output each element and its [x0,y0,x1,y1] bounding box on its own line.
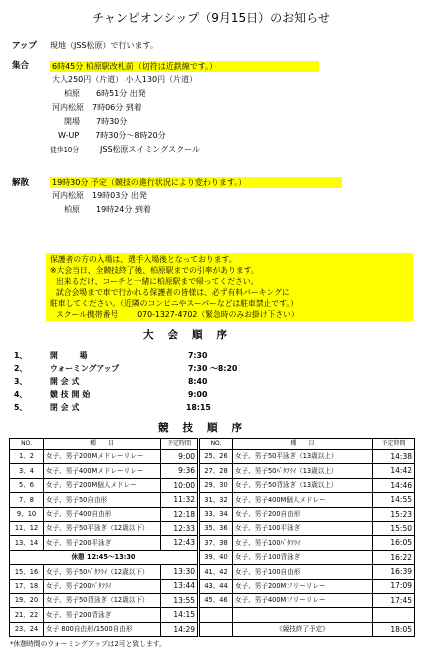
schedule-no-1: 1、 [14,351,28,360]
notice-line-1: 保護者の方の入場は、選手入場後となっております。 [50,255,237,264]
table-row [10,536,415,550]
dismiss-time: 19時30分 予定（競技の進行状況により変わります。） [50,177,342,188]
event-name: 女子、男子50自由形 [44,493,161,507]
event-time: 16:39 [373,565,415,579]
event-name: 女子、男子50平泳ぎ（13歳以上） [233,450,373,464]
header-time-right: 予定時間 [373,439,415,450]
event-name: 女子、男子200平泳ぎ [44,536,161,550]
page-title: チャンピオンシップ（9月15日）のお知らせ [92,11,330,25]
event-no: 5、6 [10,478,44,492]
meet-warmup: W-UP 7時30分～8時20分 [58,131,166,140]
dismiss-depart: 河内松原 19時03分 出発 [52,191,147,200]
notice-box [46,253,413,321]
event-name: 《競技終了予定》 [233,622,373,636]
schedule-name-2: ウォーミングアップ [50,364,120,373]
event-name: 女子、男子50背泳ぎ（12歳以下） [44,593,161,607]
event-name: 女子、男子50ﾊﾞﾀﾌﾗｲ（12歳以下） [44,565,161,579]
event-name: 女子 800自由形/1500自由形 [44,622,161,636]
meet-time: 6時45分 柏原駅改札前（切符は近鉄線です。） [50,61,319,72]
event-name: 女子、男子100自由形 [233,565,373,579]
event-time: 12:43 [161,536,199,550]
header-no-left: NO. [10,439,44,450]
event-time: 14:29 [161,622,199,636]
event-no: 33、34 [199,507,233,521]
event-time: 9:36 [161,464,199,478]
meet-walk: 徒歩10分 [50,146,80,154]
event-name: 女子、男子200自由形 [233,507,373,521]
program-table [9,438,415,637]
event-no: 29、30 [199,478,233,492]
event-time: 14:55 [373,493,415,507]
event-name: 女子、男子200M個人メドレー [44,478,161,492]
meet-arrive: 河内松原 7時06分 到着 [52,103,142,112]
event-name: 女子、男子200Mフリーリレー [233,579,373,593]
event-no: 27、28 [199,464,233,478]
event-time: 14:42 [373,464,415,478]
schedule-name-3: 開会式 [50,377,83,386]
meet-open: 開場 7時30分 [64,117,128,126]
event-name: 女子、男子200Mメドレーリレー [44,450,161,464]
schedule-time-4: 9:00 [188,390,208,399]
event-name: 女子、男子400Mメドレーリレー [44,464,161,478]
schedule-no-5: 5、 [14,403,28,412]
meet-depart: 柏原 6時51分 出発 [64,89,146,98]
event-name: 女子、男子50ﾊﾞﾀﾌﾗｲ（13歳以上） [233,464,373,478]
table-row [10,565,415,579]
event-time: 16:05 [373,536,415,550]
header-event-right: 種 目 [233,439,373,450]
event-name: 女子、男子100平泳ぎ [233,521,373,535]
event-no: 1、2 [10,450,44,464]
header-event-left: 種 目 [44,439,161,450]
dismiss-label: 解散 [12,178,30,188]
event-time: 12:18 [161,507,199,521]
table-row [10,493,415,507]
schedule-name-1: 開 場 [50,351,95,360]
table-row [10,464,415,478]
event-no: 45、46 [199,593,233,607]
schedule-no-3: 3、 [14,377,28,386]
schedule-no-4: 4、 [14,390,28,399]
event-name: 女子、男子200ﾊﾞﾀﾌﾗｲ [44,579,161,593]
event-name: 女子、男子50背泳ぎ（13歳以上） [233,478,373,492]
program-heading: 競技順序 [158,422,256,434]
notice-line-3: 出来るだけ、コーチと一緒に柏原駅まで帰ってください。 [56,277,259,286]
schedule-name-5: 閉会式 [50,403,83,412]
event-no: 15、16 [10,565,44,579]
event-time: 11:32 [161,493,199,507]
event-no: 9、10 [10,507,44,521]
table-row [10,579,415,593]
event-time: 14:15 [161,608,199,622]
program-table-body [10,439,415,637]
event-time: 15:23 [373,507,415,521]
notice-line-5: 駐車してください。（近隣のコンビニやスーパーなどは駐車禁止です。） [50,299,299,308]
up-text: 現地（JSS松原）で行います。 [50,41,158,50]
notice-line-6 [56,311,299,319]
meet-label: 集合 [12,61,30,71]
event-name: 女子、男子400Mフリーリレー [233,593,373,607]
dismiss-arrive: 柏原 19時24分 到着 [64,205,151,214]
event-no: 13、14 [10,536,44,550]
event-name: 女子、男子200背泳ぎ [44,608,161,622]
schedule-time-3: 8:40 [188,377,208,386]
table-row [10,507,415,521]
event-time [373,608,415,622]
event-no: 35、36 [199,521,233,535]
event-time: 17:45 [373,593,415,607]
event-name: 女子、男子400M個人メドレー [233,493,373,507]
event-name [233,608,373,622]
event-name: 女子、男子50平泳ぎ（12歳以下） [44,521,161,535]
event-time: 14:38 [373,450,415,464]
event-no: 25、26 [199,450,233,464]
event-name: 女子、男子400自由形 [44,507,161,521]
table-row [10,450,415,464]
event-name: 女子、男子100背泳ぎ [233,550,373,564]
break-cell: 休憩 12:45～13:30 [10,550,199,564]
notice-line-2: ※大会当日、全競技終了後、柏原駅までの引率があります。 [50,266,259,275]
event-no: 43、44 [199,579,233,593]
event-time: 10:00 [161,478,199,492]
table-row [10,521,415,535]
event-time: 13:30 [161,565,199,579]
event-name: 女子、男子100ﾊﾞﾀﾌﾗｲ [233,536,373,550]
notice-line-4: 試合会場まで車で行かれる保護者の皆様は、必ず有料パーキングに [56,288,290,297]
header-time-left: 予定時間 [161,439,199,450]
event-time: 18:05 [373,622,415,636]
meet-venue: JSS松原スイミングスクール [100,145,200,154]
schedule-heading: 大会順序 [143,329,241,341]
event-time: 16:22 [373,550,415,564]
event-no [199,622,233,636]
event-no: 23、24 [10,622,44,636]
event-no: 21、22 [10,608,44,622]
event-no: 41、42 [199,565,233,579]
event-no: 11、12 [10,521,44,535]
event-time: 14:46 [373,478,415,492]
table-row [10,622,415,636]
table-row [10,478,415,492]
event-time: 17:09 [373,579,415,593]
event-no: 31、32 [199,493,233,507]
up-label: アップ [12,41,37,51]
table-row [10,550,415,564]
header-no-right: NO. [199,439,233,450]
event-time: 9:00 [161,450,199,464]
program-header-row [10,439,415,450]
school-phone-number: 070-1327-4702（緊急時のみお掛け下さい） [137,310,299,319]
footnote: *休憩時間のウォーミングアップは2可と致します。 [10,640,166,648]
schedule-name-4: 競技開始 [50,390,94,399]
schedule-time-5: 18:15 [186,403,211,412]
event-time: 12:33 [161,521,199,535]
event-no: 19、20 [10,593,44,607]
event-no: 17、18 [10,579,44,593]
schedule-time-2: 7:30 ～8:20 [188,364,238,373]
schedule-no-2: 2、 [14,364,28,373]
school-phone-label: スクール携帯番号 [56,310,119,319]
table-row [10,608,415,622]
event-time: 13:44 [161,579,199,593]
schedule-time-1: 7:30 [188,351,208,360]
event-no: 3、4 [10,464,44,478]
table-row [10,593,415,607]
event-time: 15:50 [373,521,415,535]
event-no: 7、8 [10,493,44,507]
event-no: 39、40 [199,550,233,564]
event-time: 13:55 [161,593,199,607]
event-no [199,608,233,622]
event-no: 37、38 [199,536,233,550]
meet-fare: 大人250円（片道） 小人130円（片道） [52,75,198,84]
